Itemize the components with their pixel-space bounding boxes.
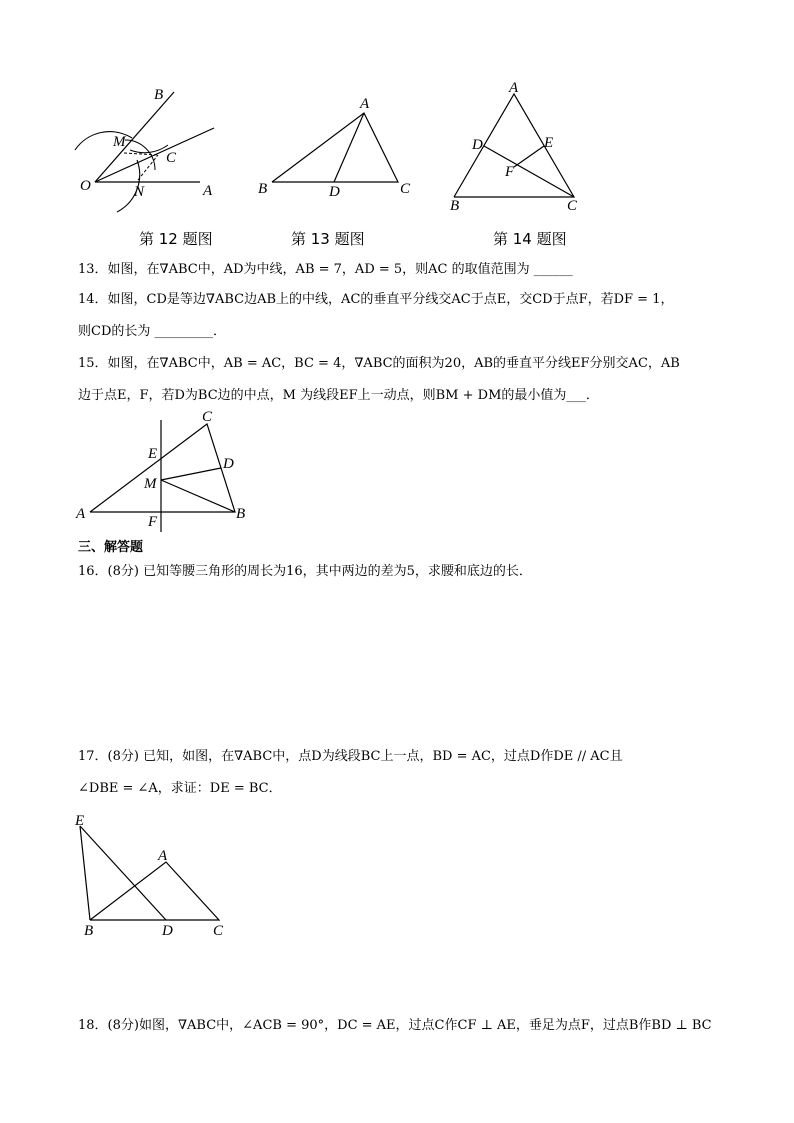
fig15-label-E: E [148,446,158,462]
fig14-label-A: A [509,80,519,96]
fig12-label-C: C [166,150,177,166]
question-14-line2: 则CD的长为 _________． [78,324,227,339]
fig13-label-A: A [360,96,370,112]
fig17-label-C: C [213,923,224,939]
fig17-label-B: B [84,923,94,939]
fig12-label-O: O [80,178,91,194]
question-17-line1: 17．(8分) 已知，如图，在∇ABC中，点D为线段BC上一点，BD = AC，过点D作DE // AC且 [78,749,623,764]
fig15-label-D: D [223,456,234,472]
fig13-caption: 第 13 题图 [291,230,365,248]
fig13-label-D: D [329,184,340,200]
fig14-label-B: B [450,198,460,214]
fig17-label-E: E [75,813,85,829]
fig15-label-M: M [144,476,157,492]
fig14-label-E: E [544,135,554,151]
fig15-label-B: B [236,506,246,522]
fig13-label-B: B [258,181,268,197]
fig12-label-N: N [134,184,145,200]
fig15-label-C: C [202,409,213,425]
fig14-label-C: C [567,198,578,214]
fig12-caption: 第 12 题图 [139,230,213,248]
question-16: 16．(8分) 已知等腰三角形的周长为16，其中两边的差为5，求腰和底边的长． [78,564,532,579]
fig12-label-B: B [154,87,164,103]
fig13-label-C: C [400,181,411,197]
question-14-line1: 14．如图，CD是等边∇ABC边AB上的中线，AC的垂直平分线交AC于点E，交CD于点F，若DF = 1， [78,292,674,307]
section-heading: 三、解答题 [78,540,144,555]
fig14-label-D: D [472,137,483,153]
question-15-line2: 边于点E，F，若D为BC边的中点，M 为线段EF上一动点，则BM + DM的最小值为___． [78,388,599,403]
question-17-line2: ∠DBE = ∠A，求证：DE = BC． [78,781,282,796]
fig17-label-D: D [162,923,173,939]
question-15-line1: 15．如图，在∇ABC中，AB = AC，BC = 4，∇ABC的面积为20，AB的垂直平分线EF分别交AC，AB [78,356,680,371]
question-18: 18．(8分)如图，∇ABC中，∠ACB = 90°，DC = AE，过点C作CF ⊥ AE，垂足为点F，过点B作BD ⊥ BC [78,1018,712,1033]
fig12-label-A: A [203,183,213,199]
question-13: 13．如图，在∇ABC中，AD为中线，AB = 7，AD = 5，则AC 的取值范围为 ______ [78,262,573,277]
fig15-label-F: F [148,514,158,530]
fig15-label-A: A [76,506,86,522]
fig12-label-M: M [113,134,126,150]
fig17-label-A: A [158,848,168,864]
fig14-caption: 第 14 题图 [493,230,567,248]
fig14-label-F: F [505,164,515,180]
